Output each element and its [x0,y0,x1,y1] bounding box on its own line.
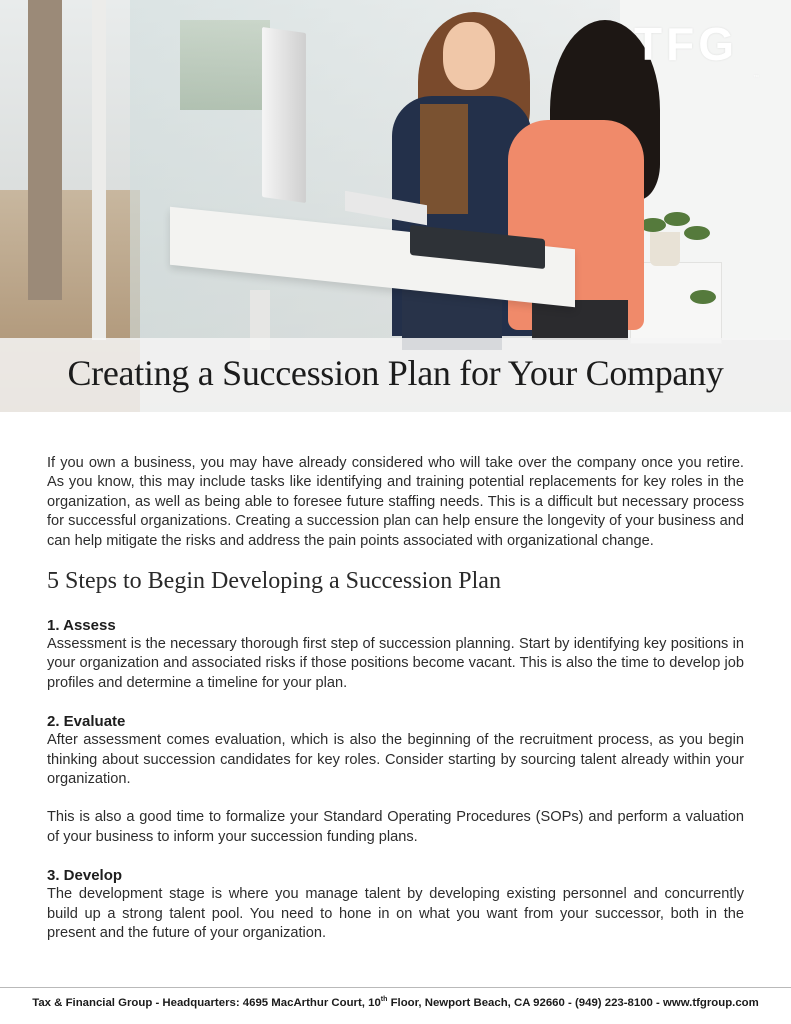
hero-doorframe [28,0,62,300]
step-assess [47,616,744,693]
hero-doorframe-white [92,0,106,340]
hero-person-shirt [420,104,468,214]
hero-monitor [262,27,306,203]
hero-person-face [443,22,495,90]
title-band [0,338,791,412]
step-title: 2. Evaluate [47,713,126,731]
footer-text-start: Tax & Financial Group - Headquarters: 4695 MacArthur Court, 10 [32,996,381,1009]
intro-paragraph: If you own a business, you may have already considered who will take over the company once you retire. As you know, this may include tasks like identifying and training potential replacements for key roles in the organization, as well as being able to foresee future staffing needs. This is a difficult but necessary process for successful organizations. Creating a succession plan can help ensure the longevity of your business and can help mitigate the risks and address the pain points associated with organizational change. [47,455,744,549]
footer-divider [0,987,791,988]
section-heading: 5 Steps to Begin Developing a Succession Plan [47,568,501,595]
step-evaluate [47,712,744,847]
footer-text-end: Floor, Newport Beach, CA 92660 - (949) 223-8100 - www.tfgroup.com [387,996,759,1009]
hero-plant-leaf [664,212,690,226]
step-title: 1. Assess [47,617,116,635]
step-body: Assessment is the necessary thorough first step of succession planning. Start by identifying key positions in your organization and associated risks if those positions become vacant. This is also the time to develop job profiles and determine a timeline for your plan. [47,636,744,691]
step-body-extra: This is also a good time to formalize your Standard Operating Procedures (SOPs) and perform a valuation of your business to inform your succession funding plans. [47,809,744,845]
hero-plant-pot [650,232,680,266]
footer [0,996,791,1009]
hero-person-legs [532,300,628,340]
logo-text: TFG [634,18,738,70]
page-title: Creating a Succession Plan for Your Company [67,353,724,393]
article-body [47,454,744,963]
hero-plant-leaf [690,290,716,304]
hero-photo [0,0,791,412]
company-logo [634,18,759,81]
step-develop [47,866,744,943]
logo-trademark: ™ [753,75,759,81]
footer-superscript: th [380,996,388,1003]
step-body: After assessment comes evaluation, which is also the beginning of the recruitment process, as you begin thinking about succession candidates for key roles. Consider starting by sourcing talent already within your organization. [47,732,744,788]
hero-window [180,20,270,110]
step-body: The development stage is where you manage talent by developing existing personnel and concurrently build up a strong talent pool. You need to hone in on what you want from your successor, both in the present and the future of your organization. [47,886,744,942]
step-title: 3. Develop [47,867,123,885]
hero-plant-leaf [684,226,710,240]
